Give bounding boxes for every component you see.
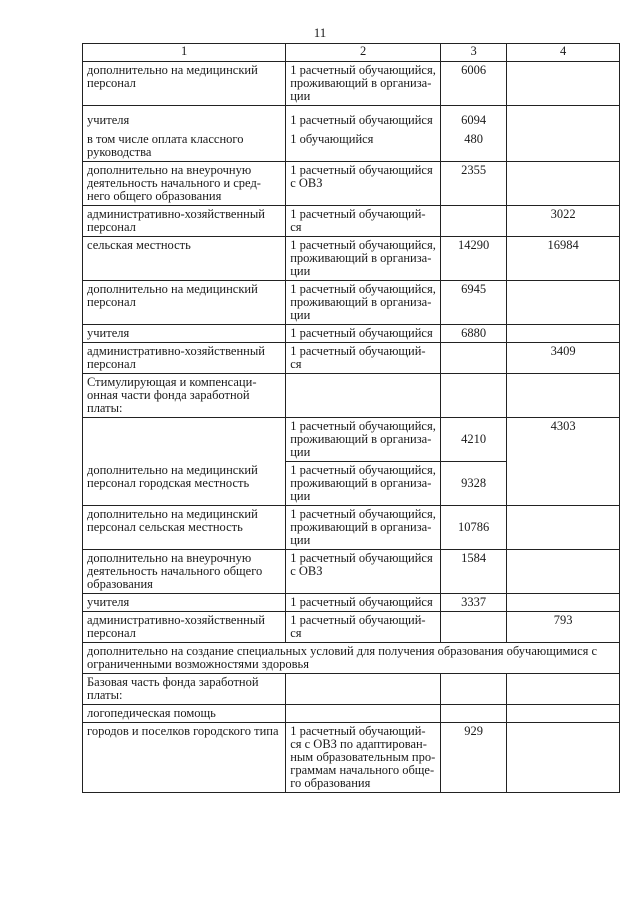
row-value-col4: 4303: [550, 419, 576, 433]
row-unit: 1 расчетный обучающийся, проживающий в организа-ции: [290, 282, 436, 322]
row-label: дополнительно на медицинский персонал: [87, 282, 258, 309]
header-col-1: 1: [83, 44, 286, 62]
row-value-col3: 6006: [461, 63, 487, 77]
row-label: административно-хозяйственный персонал: [87, 344, 265, 371]
row-unit: 1 расчетный обучающийся, проживающий в организа-ции: [290, 507, 436, 547]
row-unit: 1 расчетный обучающийся, проживающий в организа-ции: [290, 419, 436, 459]
row-unit: 1 расчетный обучающийся: [290, 113, 433, 127]
row-label: административно-хозяйственный персонал: [87, 613, 265, 640]
row-label: дополнительно на медицинский персонал: [87, 63, 258, 90]
table-row: [83, 206, 620, 237]
table-row: [83, 550, 620, 594]
row-value-col4: 3409: [550, 344, 576, 358]
table-row: [83, 594, 620, 612]
row-value-col3: 9328: [461, 476, 487, 490]
row-value-col3: 6880: [461, 326, 487, 340]
table-row: [83, 723, 620, 793]
row-unit: 1 расчетный обучающий-ся: [290, 207, 426, 234]
section-heading: Базовая часть фонда заработной платы:: [87, 675, 259, 702]
row-label: дополнительно на внеурочную деятельность начального и сред-него общего образования: [87, 163, 261, 203]
section-heading-row: [83, 374, 620, 418]
row-label-sub: в том числе оплата классного руководства: [87, 132, 244, 159]
section-heading: Стимулирующая и компенсаци-онная части фонда заработной платы:: [87, 375, 257, 415]
row-unit: 1 расчетный обучающийся, проживающий в организа-ции: [290, 63, 436, 103]
row-label: дополнительно на внеурочную деятельность начального общего образования: [87, 551, 263, 591]
table-row: [83, 281, 620, 325]
row-unit: 1 расчетный обучающий-ся: [290, 344, 426, 371]
row-value-col3: 14290: [458, 238, 490, 252]
section-heading: логопедическая помощь: [87, 706, 216, 720]
funding-table: [82, 43, 620, 793]
row-unit: 1 расчетный обучающийся: [290, 595, 433, 609]
table-header-row: [83, 44, 620, 62]
row-label: сельская местность: [87, 238, 191, 252]
table-row: [83, 343, 620, 374]
page-number: 11: [313, 25, 327, 40]
row-unit: 1 расчетный обучающийся, проживающий в организа-ции: [290, 463, 436, 503]
row-value-col3: 6094: [461, 113, 487, 127]
row-value-col3: 1584: [461, 551, 487, 565]
section-heading: дополнительно на создание специальных условий для получения образования обучающимися с ограниченными возможностями здоровья: [87, 644, 598, 671]
row-value-col3: 2355: [461, 163, 487, 177]
row-value-col3-sub: 480: [464, 132, 484, 146]
row-label: дополнительно на медицинский персонал городская местность: [87, 462, 258, 490]
table-row: [83, 418, 620, 462]
row-label: учителя: [87, 595, 130, 609]
row-unit: 1 расчетный обучающий-ся с ОВЗ по адаптирован-ным образовательным про-граммам начального обще-го образования: [290, 724, 436, 790]
row-unit: 1 расчетный обучающийся, проживающий в организа-ции: [290, 238, 436, 278]
table-row: [83, 106, 620, 162]
row-unit-sub: 1 обучающийся: [290, 132, 374, 146]
row-value-col3: 10786: [458, 520, 490, 534]
section-heading-row: [83, 705, 620, 723]
section-heading-row: [83, 674, 620, 705]
table-row: [83, 325, 620, 343]
row-unit: 1 расчетный обучающийся с ОВЗ: [290, 551, 433, 578]
row-unit: 1 расчетный обучающий-ся: [290, 613, 426, 640]
table-row: [83, 612, 620, 643]
row-unit: 1 расчетный обучающийся с ОВЗ: [290, 163, 433, 190]
row-value-col3: 929: [464, 724, 484, 738]
row-value-col3: 4210: [461, 432, 487, 446]
row-label: учителя: [87, 326, 130, 340]
row-value-col4: 3022: [550, 207, 576, 221]
row-label: дополнительно на медицинский персонал сельская местность: [87, 507, 258, 534]
header-col-3: 3: [440, 44, 506, 62]
row-label: учителя: [87, 113, 130, 127]
table-row: [83, 62, 620, 106]
row-value-col3: 3337: [461, 595, 487, 609]
row-label: административно-хозяйственный персонал: [87, 207, 265, 234]
table-row: [83, 237, 620, 281]
table-row: [83, 506, 620, 550]
header-col-2: 2: [286, 44, 441, 62]
row-value-col4: 793: [553, 613, 573, 627]
header-col-4: 4: [507, 44, 620, 62]
row-label: городов и поселков городского типа: [87, 724, 279, 738]
table-row: [83, 162, 620, 206]
row-unit: 1 расчетный обучающийся: [290, 326, 433, 340]
row-value-col3: 6945: [461, 282, 487, 296]
row-value-col4: 16984: [547, 238, 579, 252]
section-heading-row: [83, 643, 620, 674]
